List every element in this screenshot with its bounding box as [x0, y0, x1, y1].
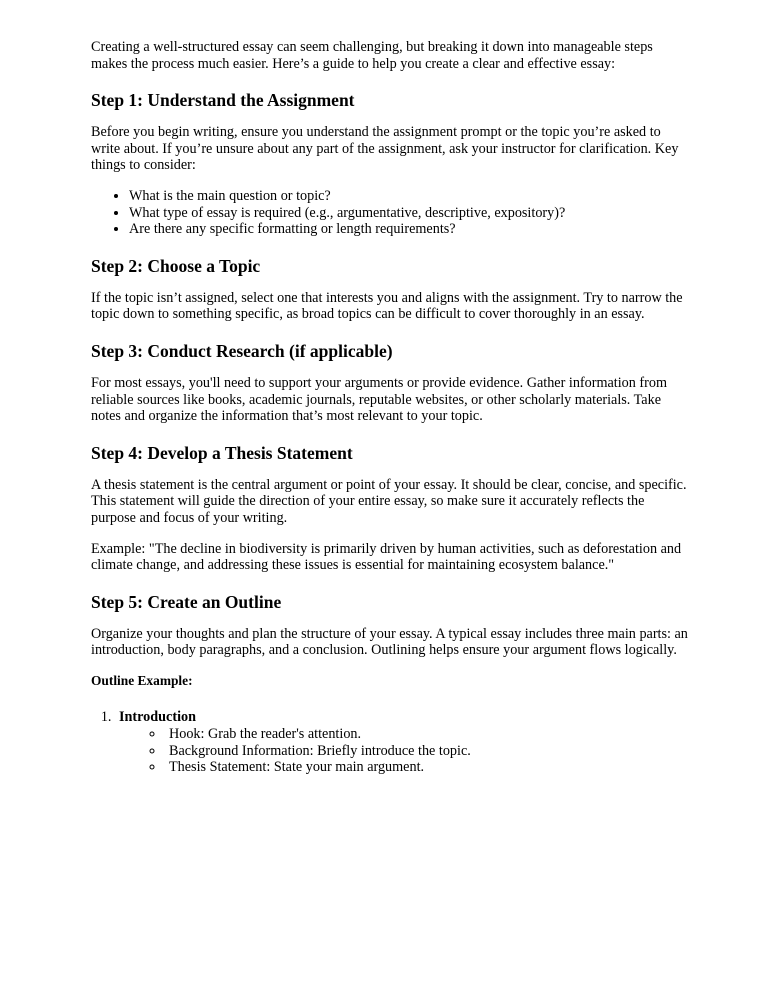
- step-1-paragraph: Before you begin writing, ensure you understand the assignment prompt or the topic you’re asked to write about. If you’re unsure about any part of the assignment, ask your instructor for clarification. Key things to consider:: [91, 124, 679, 174]
- step-3-paragraph: For most essays, you'll need to support your arguments or provide evidence. Gather information from reliable sources like books, academic journals, reputable websites, or other scholarly materials. Take notes and organize the information that’s most relevant to your topic.: [91, 374, 667, 425]
- document-content: [91, 39, 691, 776]
- list-item: • What is the main question or topic?: [129, 188, 691, 205]
- list-item: • Are there any specific formatting or length requirements?: [129, 221, 691, 238]
- step-5-paragraph: Organize your thoughts and plan the structure of your essay. A typical essay includes three main parts: an introduction, body paragraphs, and a conclusion. Outlining helps ensure your argument flows logically.: [91, 625, 688, 659]
- step-5-heading: Step 5: Create an Outline: [91, 591, 282, 612]
- step-2-heading: Step 2: Choose a Topic: [91, 255, 261, 276]
- outline-item: [115, 709, 691, 775]
- outline-list: [91, 709, 691, 775]
- step-4-paragraph: A thesis statement is the central argument or point of your essay. It should be clear, concise, and specific. This statement will guide the direction of your entire essay, so make sure it accurately reflects the purpose and focus of your writing.: [91, 476, 687, 526]
- list-item: ◦ Thesis Statement: State your main argument.: [165, 759, 691, 776]
- outline-subitems: [119, 726, 691, 776]
- intro-paragraph: Creating a well-structured essay can seem challenging, but breaking it down into manageable steps makes the process much easier. Here’s a guide to help you create a clear and effective essay:: [91, 39, 653, 72]
- step-4-heading: Step 4: Develop a Thesis Statement: [91, 442, 353, 463]
- step-1-heading: Step 1: Understand the Assignment: [91, 90, 355, 111]
- list-item: ◦ Background Information: Briefly introduce the topic.: [165, 743, 691, 760]
- step-2-paragraph: If the topic isn’t assigned, select one that interests you and aligns with the assignment. Try to narrow the topic down to something specific, as broad topics can be difficult to cover thoroughly in an essay.: [91, 289, 683, 323]
- outline-label: Outline Example:: [91, 672, 193, 688]
- outline-item-title: Introduction: [119, 709, 196, 726]
- step-3-heading: Step 3: Conduct Research (if applicable): [91, 340, 393, 361]
- list-item: • What type of essay is required (e.g., argumentative, descriptive, expository)?: [129, 205, 691, 222]
- step-4-example: Example: "The decline in biodiversity is primarily driven by human activities, such as deforestation and climate change, and addressing these issues is essential for maintaining ecosystem balance.": [91, 540, 682, 574]
- list-item: ◦ Hook: Grab the reader's attention.: [165, 726, 691, 743]
- step-1-bullet-list: [91, 188, 691, 238]
